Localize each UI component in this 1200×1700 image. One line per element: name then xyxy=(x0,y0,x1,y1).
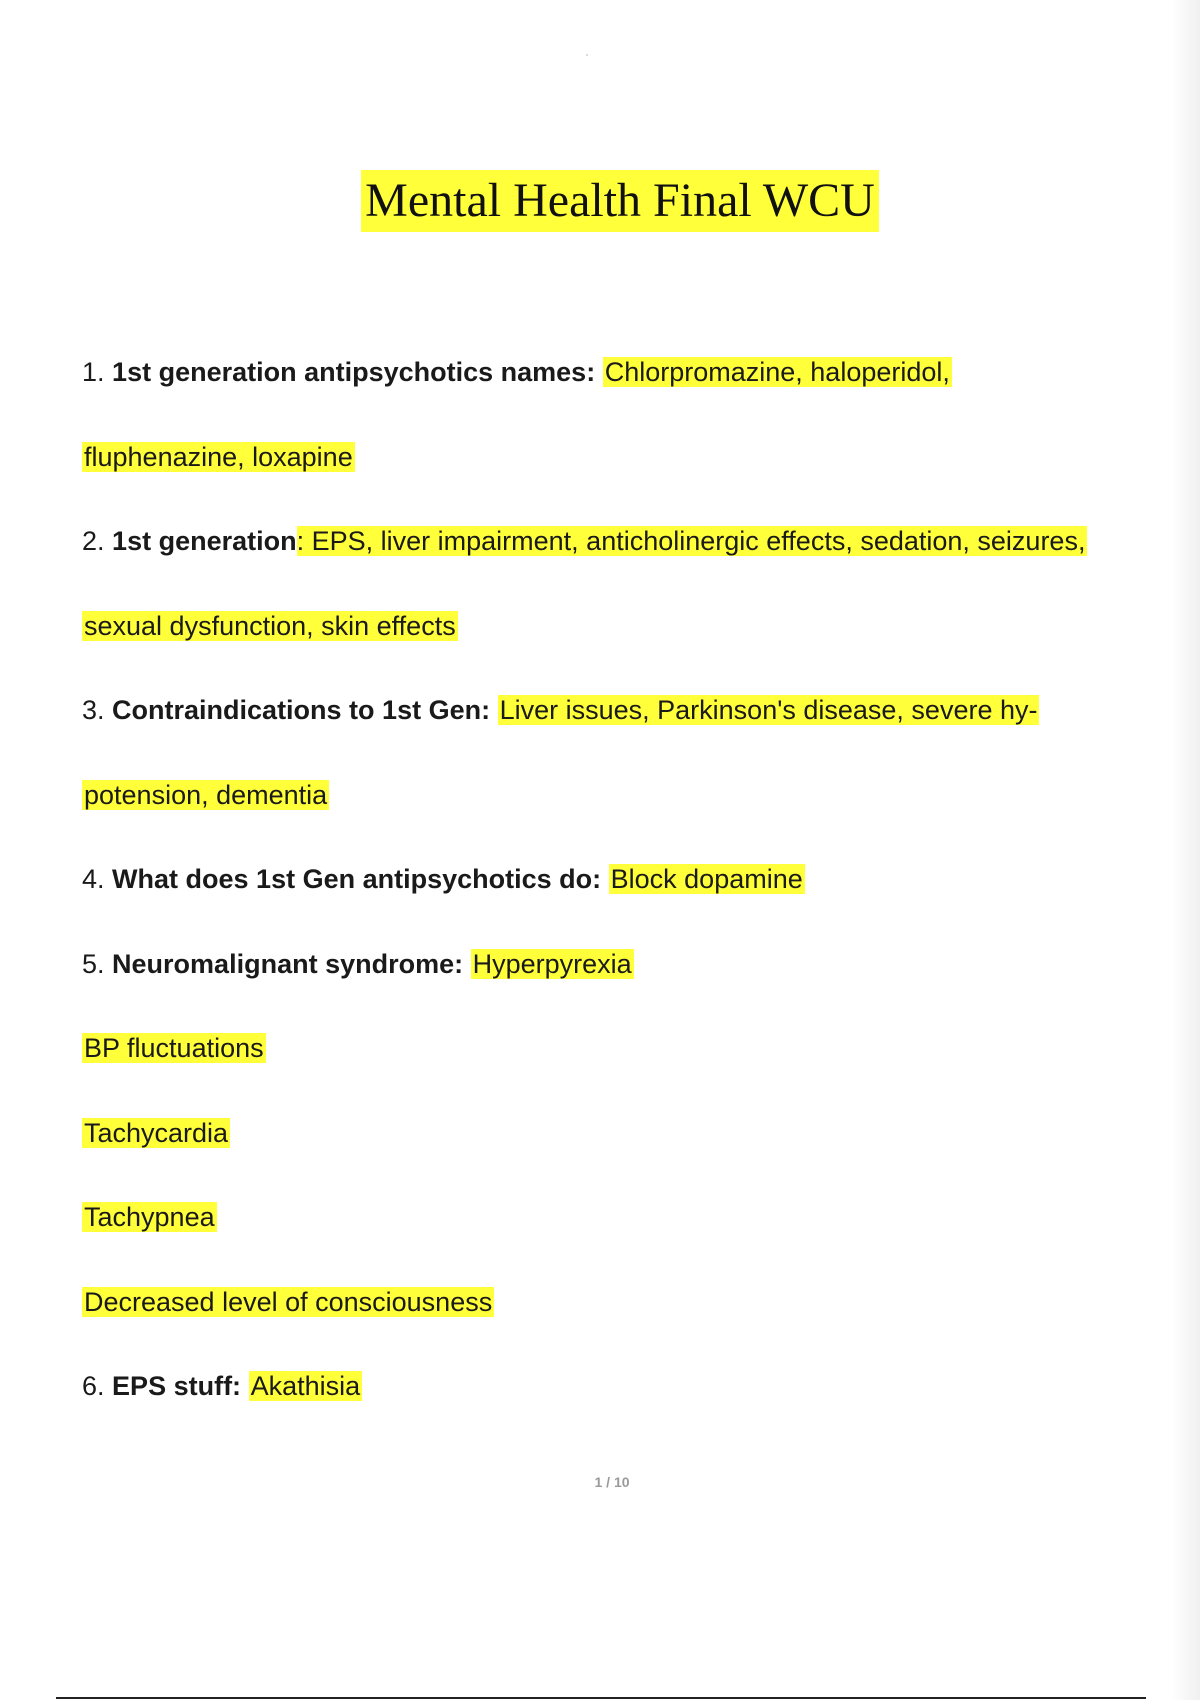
item-6-answer: Akathisia xyxy=(250,1371,361,1401)
item-6-line-1 xyxy=(82,1367,362,1405)
item-5-answer-consciousness: Decreased level of consciousness xyxy=(84,1287,493,1317)
item-2-answer-part-1: : EPS, liver impairment, anticholinergic effects, sedation, seizures, xyxy=(296,526,1086,556)
item-1-answer-part-1: Chlorpromazine, haloperidol, xyxy=(604,357,950,387)
document-title: Mental Health Final WCU xyxy=(361,170,879,232)
item-1-line-1 xyxy=(82,353,952,391)
item-5-number: 5. xyxy=(82,949,105,979)
scan-speck xyxy=(586,54,588,56)
item-4-question: What does 1st Gen antipsychotics do: xyxy=(112,864,602,894)
item-6-number: 6. xyxy=(82,1371,105,1401)
item-5-answer-hyperpyrexia: Hyperpyrexia xyxy=(472,949,632,979)
item-3-answer-part-1: Liver issues, Parkinson's disease, severe hy- xyxy=(499,695,1038,725)
item-5-line-3 xyxy=(82,1114,230,1152)
item-2-line-2 xyxy=(82,607,458,645)
item-3-question: Contraindications to 1st Gen: xyxy=(112,695,491,725)
item-5-line-2 xyxy=(82,1029,266,1067)
item-3-number: 3. xyxy=(82,695,105,725)
item-2-answer-part-2: sexual dysfunction, skin effects xyxy=(84,611,456,641)
item-5-question: Neuromalignant syndrome: xyxy=(112,949,464,979)
item-4-answer: Block dopamine xyxy=(610,864,803,894)
page-bottom-rule xyxy=(56,1697,1146,1699)
page-edge-shadow xyxy=(1172,0,1200,1700)
item-1-number: 1. xyxy=(82,357,105,387)
item-2-question: 1st generation xyxy=(112,526,297,556)
item-5-line-4 xyxy=(82,1198,217,1236)
item-4-number: 4. xyxy=(82,864,105,894)
item-5-line-5 xyxy=(82,1283,494,1321)
item-4-line-1 xyxy=(82,860,805,898)
page-indicator: 1 / 10 xyxy=(594,1474,630,1490)
item-3-line-2 xyxy=(82,776,329,814)
item-2-line-1 xyxy=(82,522,1087,560)
item-1-line-2 xyxy=(82,438,355,476)
title-container xyxy=(0,170,1200,232)
item-5-line-1 xyxy=(82,945,634,983)
item-2-number: 2. xyxy=(82,526,105,556)
item-3-answer-part-2: potension, dementia xyxy=(84,780,328,810)
item-5-answer-tachypnea: Tachypnea xyxy=(84,1202,215,1232)
item-5-answer-tachycardia: Tachycardia xyxy=(84,1118,229,1148)
item-1-question: 1st generation antipsychotics names: xyxy=(112,357,596,387)
item-3-line-1 xyxy=(82,691,1039,729)
item-6-question: EPS stuff: xyxy=(112,1371,242,1401)
item-1-answer-part-2: fluphenazine, loxapine xyxy=(84,442,353,472)
item-5-answer-bp: BP fluctuations xyxy=(84,1033,264,1063)
